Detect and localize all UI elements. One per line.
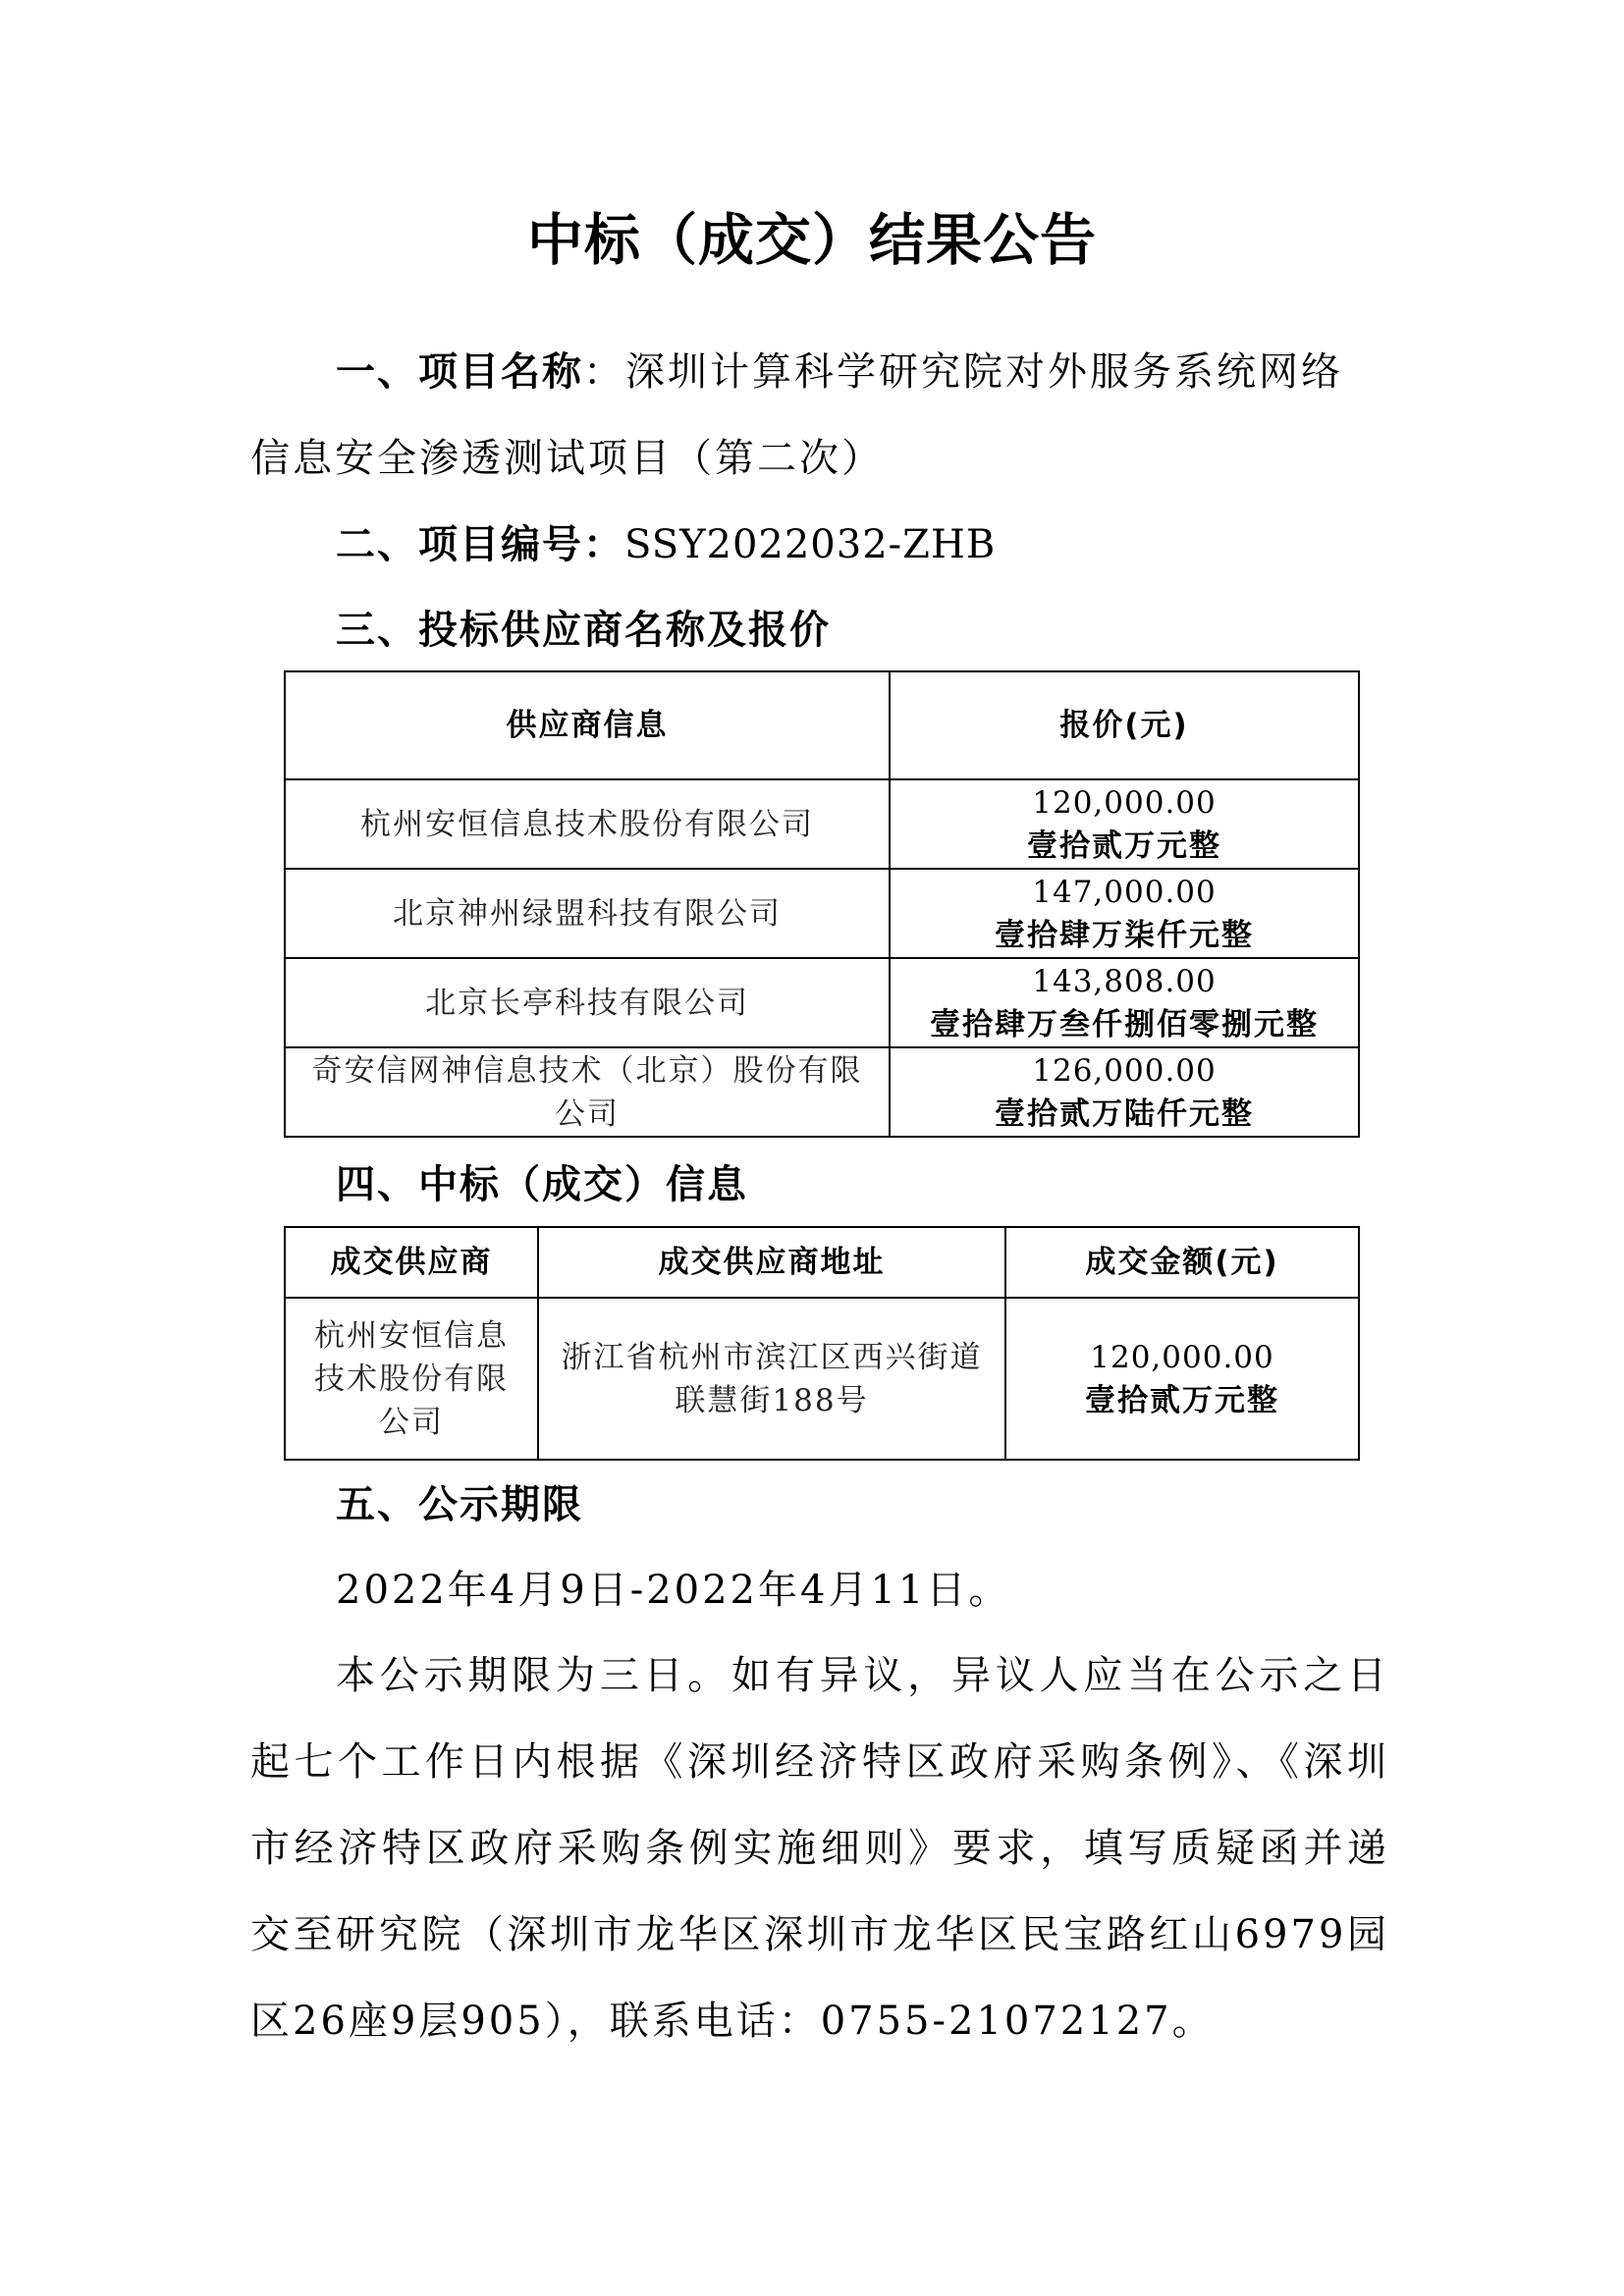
supplier-name: 奇安信网神信息技术（北京）股份有限公司 bbox=[285, 1047, 890, 1137]
quote-cell bbox=[890, 779, 1359, 869]
quote-amount: 126,000.00 bbox=[1032, 1052, 1217, 1089]
section-project-name bbox=[250, 329, 1389, 502]
header-supplier-info: 供应商信息 bbox=[285, 671, 890, 779]
quote-amount-chinese: 壹拾肆万叁仟捌佰零捌元整 bbox=[930, 1006, 1319, 1042]
award-heading: 四、中标（成交）信息 bbox=[336, 1162, 748, 1207]
award-table bbox=[284, 1226, 1360, 1461]
project-name-heading: 一、项目名称 bbox=[336, 349, 583, 395]
award-amount-chinese: 壹拾贰万元整 bbox=[1085, 1382, 1279, 1418]
awarded-supplier-address: 浙江省杭州市滨江区西兴街道联慧街188号 bbox=[538, 1298, 1005, 1460]
quote-cell bbox=[890, 869, 1359, 958]
supplier-name: 杭州安恒信息技术股份有限公司 bbox=[285, 779, 890, 869]
section-project-number bbox=[250, 502, 1389, 588]
quote-amount-chinese: 壹拾贰万元整 bbox=[1027, 828, 1221, 864]
quote-amount: 143,808.00 bbox=[1032, 963, 1217, 999]
quote-cell bbox=[890, 958, 1359, 1047]
bidders-table-header-row bbox=[285, 671, 1359, 779]
project-name-line2: 信息安全渗透测试项目（第二次） bbox=[250, 436, 884, 481]
project-number-value: SSY2022032-ZHB bbox=[624, 522, 997, 567]
bidders-heading: 三、投标供应商名称及报价 bbox=[336, 608, 831, 653]
award-table-header-row bbox=[285, 1227, 1359, 1298]
table-row bbox=[285, 1298, 1359, 1460]
publicity-period-dates: 2022年4月9日-2022年4月11日。 bbox=[336, 1568, 1011, 1613]
quote-amount: 147,000.00 bbox=[1032, 874, 1217, 910]
project-name-line1: 深圳计算科学研究院对外服务系统网络 bbox=[625, 349, 1343, 395]
page-title: 中标（成交）结果公告 bbox=[527, 208, 1097, 273]
supplier-name: 北京神州绿盟科技有限公司 bbox=[285, 869, 890, 958]
table-row bbox=[285, 869, 1359, 958]
publicity-period-heading: 五、公示期限 bbox=[336, 1482, 583, 1527]
supplier-name: 北京长亭科技有限公司 bbox=[285, 958, 890, 1047]
bidders-table bbox=[284, 670, 1360, 1138]
objection-notice: 本公示期限为三日。如有异议，异议人应当在公示之日起七个工作日内根据《深圳经济特区政府采购条例》、《深圳市经济特区政府采购条例实施细则》要求，填写质疑函并递交至研究院（深圳市龙华区深圳市龙华区民宝路红山6979园区26座9层905），联系电话：0755-21072127。 bbox=[250, 1653, 1389, 2044]
header-quote: 报价(元) bbox=[890, 671, 1359, 779]
table-row bbox=[285, 779, 1359, 869]
award-amount-cell bbox=[1005, 1298, 1359, 1460]
awarded-supplier-name: 杭州安恒信息技术股份有限公司 bbox=[285, 1298, 538, 1460]
quote-amount-chinese: 壹拾肆万柒仟元整 bbox=[995, 917, 1254, 953]
quote-amount-chinese: 壹拾贰万陆仟元整 bbox=[995, 1095, 1254, 1132]
quote-amount: 120,000.00 bbox=[1032, 784, 1217, 821]
award-amount: 120,000.00 bbox=[1090, 1339, 1274, 1375]
header-award-amount: 成交金额(元) bbox=[1005, 1227, 1359, 1298]
table-row bbox=[285, 1047, 1359, 1137]
project-name-separator: ： bbox=[583, 349, 625, 395]
header-supplier-address: 成交供应商地址 bbox=[538, 1227, 1005, 1298]
header-awarded-supplier: 成交供应商 bbox=[285, 1227, 538, 1298]
quote-cell bbox=[890, 1047, 1359, 1137]
project-number-heading: 二、项目编号： bbox=[336, 522, 624, 567]
table-row bbox=[285, 958, 1359, 1047]
